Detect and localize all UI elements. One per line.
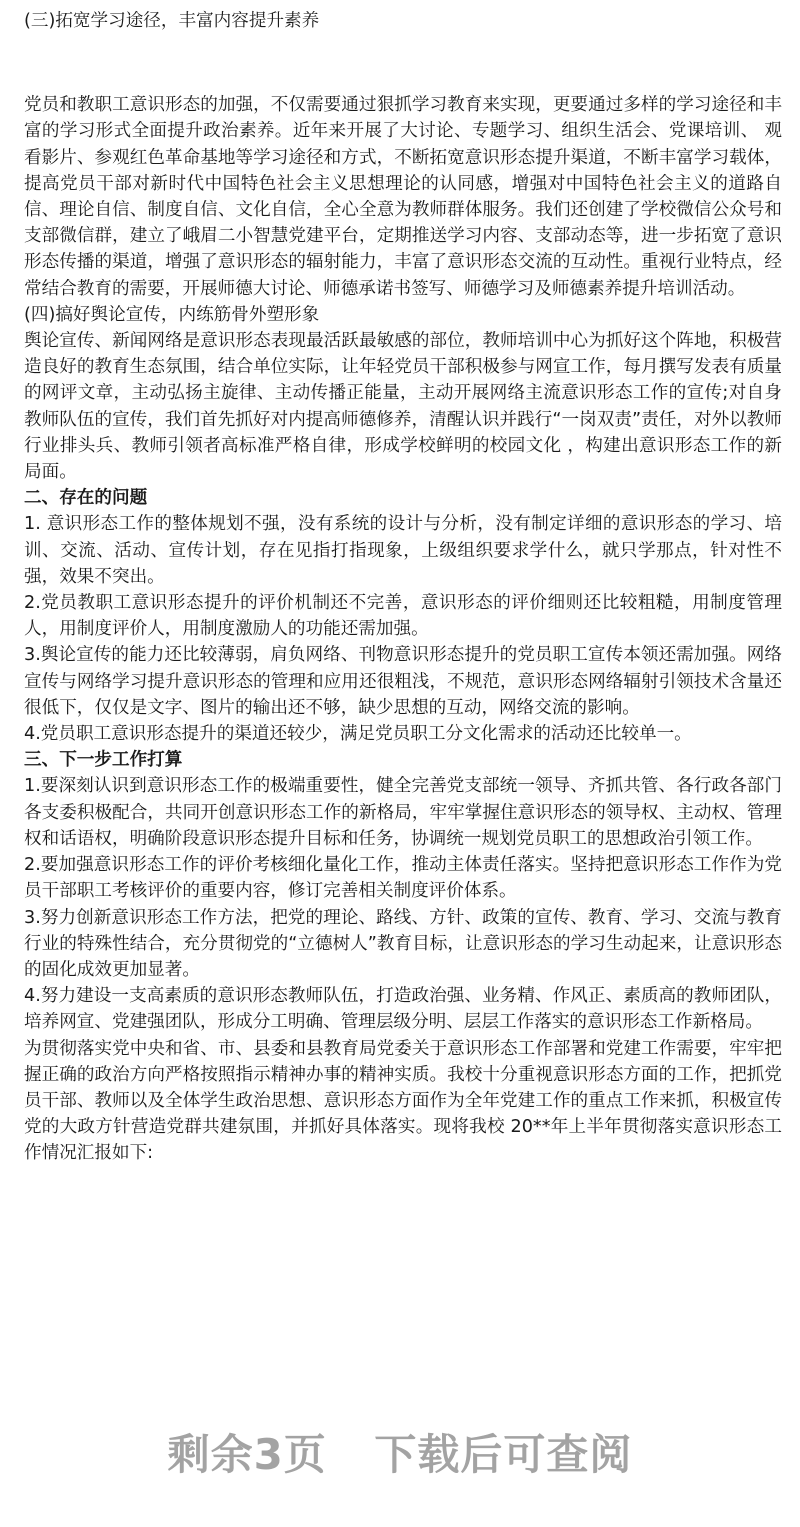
- plan-item: 2.要加强意识形态工作的评价考核细化量化工作，推动主体责任落实。坚持把意识形态工作作为党员干部职工考核评价的重要内容，修订完善相关制度评价体系。: [24, 855, 782, 902]
- plan-item: 1.要深刻认识到意识形态工作的极端重要性，健全完善党支部统一领导、齐抓共管、各行政各部门各支委积极配合，共同开创意识形态工作的新格局，牢牢掌握住意识形态的领导权、主动权、管理权和话语权，明确阶段意识形态提升目标和任务，协调统一规划党员职工的思想政治引领工作。: [24, 776, 782, 849]
- problem-item: 2.党员教职工意识形态提升的评价机制还不完善，意识形态的评价细则还比较粗糙，用制度管理人，用制度评价人，用制度激励人的功能还需加强。: [24, 593, 782, 640]
- plan-item: 3.努力创新意识形态工作方法，把党的理论、路线、方针、政策的宣传、教育、学习、交流与教育行业的特殊性结合，充分贯彻党的“立德树人”教育目标，让意识形态的学习生动起来，让意识形态的固化成效更加显著。: [24, 907, 782, 980]
- problem-item: 4.党员职工意识形态提升的渠道还较少，满足党员职工分文化需求的活动还比较单一。: [24, 724, 692, 745]
- paragraph-learning: 党员和教职工意识形态的加强，不仅需要通过狠抓学习教育来实现，更要通过多样的学习途径和丰富的学习形式全面提升政治素养。近年来开展了大讨论、专题学习、组织生活会、党课培训、 观看影片、参观红色革命基地等学习途径和方式，不断拓宽意识形态提升渠道，不断丰富学习载体，提高党员干部对新时代中国特色社会主义思想理论的认同感，增强对中国特色社会主义的道路自信、理论自信、制度自信、文化自信，全心全意为教师群体服务。我们还创建了学校微信公众号和支部微信群，建立了峨眉二小智慧党建平台，定期推送学习内容、支部动态等，进一步拓宽了意识形态传播的渠道，增强了意识形态的辐射能力，丰富了意识形态交流的互动性。重视行业特点，经常结合教育的需要，开展师德大讨论、师德承诺书签写、师德学习及师德素养提升培训活动。: [24, 95, 782, 299]
- plan-item: 4.努力建设一支高素质的意识形态教师队伍，打造政治强、业务精、作风正、素质高的教师团队，培养网宣、党建强团队，形成分工明确、管理层级分明、层层工作落实的意识形态工作新格局。: [24, 986, 782, 1033]
- download-to-view-label[interactable]: 下载后可查阅: [374, 1430, 633, 1479]
- problem-item: 3.舆论宣传的能力还比较薄弱，肩负网络、刊物意识形态提升的党员职工宣传本领还需加强。网络宣传与网络学习提升意识形态的管理和应用还很粗浅，不规范，意识形态网络辐射引领技术含量还很低下，仅仅是文字、图片的输出还不够，缺少思想的互动，网络交流的影响。: [24, 645, 782, 718]
- download-prompt-banner[interactable]: [0, 1422, 800, 1482]
- remaining-pages-label: 剩余3页: [167, 1430, 327, 1479]
- section-problems-title: 二、存在的问题: [24, 488, 148, 509]
- heading-broaden-learning: (三)拓宽学习途径，丰富内容提升素养: [24, 11, 320, 31]
- paragraph-public-opinion: 舆论宣传、新闻网络是意识形态表现最活跃最敏感的部位，教师培训中心为抓好这个阵地，积极营造良好的教育生态氛围，结合单位实际，让年轻党员干部积极参与网宣工作，每月撰写发表有质量的网评文章，主动弘扬主旋律、主动传播正能量，主动开展网络主流意识形态工作的宣传;对自身教师队伍的宣传，我们首先抓好对内提高师德修养，清醒认识并践行“一岗双责”责任，对外以教师行业排头兵、教师引领者高标准严格自律，形成学校鲜明的校园文化 ，构建出意识形态工作的新局面。: [24, 331, 782, 483]
- closing-paragraph: 为贯彻落实党中央和省、市、县委和县教育局党委关于意识形态工作部署和党建工作需要，牢牢把握正确的政治方向严格按照指示精神办事的精神实质。我校十分重视意识形态方面的工作，把抓党员干部、教师以及全体学生政治思想、意识形态方面作为全年党建工作的重点工作来抓，积极宣传党的大政方针营造党群共建氛围，并抓好具体落实。现将我校 20**年上半年贯彻落实意识形态工作情况汇报如下:: [24, 1038, 782, 1164]
- section-plans-title: 三、下一步工作打算: [24, 750, 183, 771]
- problem-item: 1. 意识形态工作的整体规划不强，没有系统的设计与分析，没有制定详细的意识形态的学习、培训、交流、活动、宣传计划，存在见指打指现象，上级组织要求学什么，就只学那点，针对性不强，效果不突出。: [24, 514, 782, 587]
- heading-public-opinion: (四)搞好舆论宣传，内练筋骨外塑形象: [24, 304, 320, 325]
- document-body: [24, 8, 782, 1167]
